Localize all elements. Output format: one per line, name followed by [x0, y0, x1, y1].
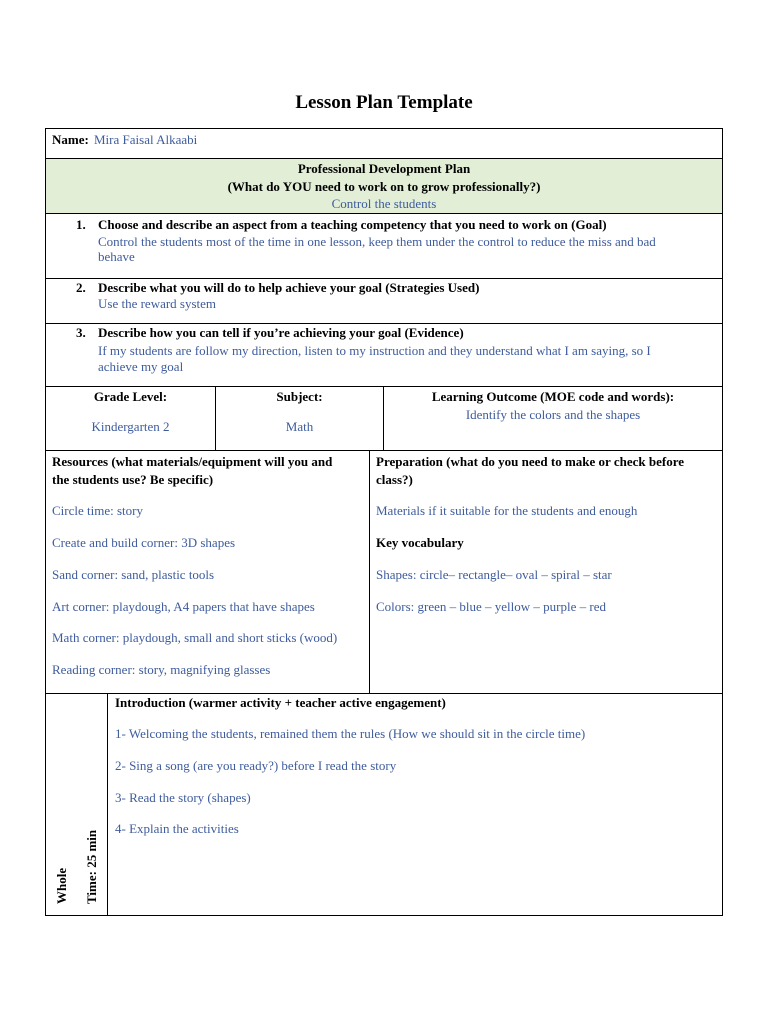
intro-step: 1- Welcoming the students, remained them the rules (How we should sit in the circle time)	[115, 726, 586, 741]
evidence-question: Describe how you can tell if you’re achieving your goal (Evidence)	[98, 325, 464, 340]
outcome-cell	[383, 386, 723, 451]
goal-number: 1.	[76, 217, 86, 232]
evidence-answer-line2: achieve my goal	[98, 359, 184, 374]
vocabulary-shapes: Shapes: circle– rectangle– oval – spiral – star	[376, 567, 612, 582]
resource-item: Reading corner: story, magnifying glasses	[52, 662, 271, 677]
goal-question: Choose and describe an aspect from a teaching competency that you need to work on (Goal)	[98, 217, 607, 232]
intro-side-cell	[45, 693, 108, 916]
pd-plan-answer: Control the students	[331, 196, 437, 211]
strategies-number: 2.	[76, 280, 86, 295]
evidence-section	[45, 323, 723, 387]
key-vocabulary-label: Key vocabulary	[376, 535, 464, 550]
preparation-cell	[369, 450, 723, 694]
vocabulary-colors: Colors: green – blue – yellow – purple – red	[376, 599, 606, 614]
resource-item: Create and build corner: 3D shapes	[52, 535, 236, 550]
subject-label: Subject:	[276, 389, 323, 404]
pd-plan-question: (What do YOU need to work on to grow professionally?)	[227, 179, 541, 194]
preparation-label-line2: class?)	[376, 472, 413, 487]
grade-label: Grade Level:	[93, 389, 168, 404]
evidence-answer-line1: If my students are follow my direction, listen to my instruction and they understand what I am saying, so I	[98, 343, 651, 358]
pd-plan-section	[45, 158, 723, 214]
resources-label-line1: Resources (what materials/equipment will you and	[52, 454, 333, 469]
resource-item: Art corner: playdough, A4 papers that have shapes	[52, 599, 315, 614]
page-title: Lesson Plan Template	[295, 92, 473, 113]
intro-step: 3- Read the story (shapes)	[115, 790, 251, 805]
name-row	[45, 128, 723, 159]
outcome-value: Identify the colors and the shapes	[465, 407, 641, 422]
pd-plan-heading: Professional Development Plan	[297, 161, 471, 176]
strategies-section	[45, 278, 723, 324]
intro-side-label-time: Time: 25 min	[84, 829, 99, 904]
intro-step: 4- Explain the activities	[115, 821, 239, 836]
preparation-value: Materials if it suitable for the students and enough	[376, 503, 638, 518]
intro-step: 2- Sing a song (are you ready?) before I read the story	[115, 758, 397, 773]
name-label: Name:	[52, 132, 89, 147]
name-value: Mira Faisal Alkaabi	[94, 132, 198, 147]
intro-heading: Introduction (warmer activity + teacher active engagement)	[115, 695, 446, 710]
goal-answer-line1: Control the students most of the time in one lesson, keep them under the control to reduce the miss and bad	[98, 234, 656, 249]
strategies-question: Describe what you will do to help achieve your goal (Strategies Used)	[98, 280, 480, 295]
preparation-label-line1: Preparation (what do you need to make or check before	[376, 454, 685, 469]
grade-cell	[45, 386, 216, 451]
subject-cell	[215, 386, 384, 451]
intro-side-label-whole: Whole	[54, 867, 69, 904]
grade-value: Kindergarten 2	[91, 419, 170, 434]
goal-answer-line2: behave	[98, 249, 135, 264]
evidence-number: 3.	[76, 325, 86, 340]
resource-item: Sand corner: sand, plastic tools	[52, 567, 215, 582]
resources-label-line2: the students use? Be specific)	[52, 472, 214, 487]
resource-item: Circle time: story	[52, 503, 143, 518]
strategies-answer: Use the reward system	[98, 296, 217, 311]
subject-value: Math	[285, 419, 314, 434]
resources-cell	[45, 450, 370, 694]
intro-content-cell	[107, 693, 723, 916]
outcome-label: Learning Outcome (MOE code and words):	[431, 389, 675, 404]
resource-item: Math corner: playdough, small and short sticks (wood)	[52, 630, 338, 645]
goal-section	[45, 213, 723, 279]
